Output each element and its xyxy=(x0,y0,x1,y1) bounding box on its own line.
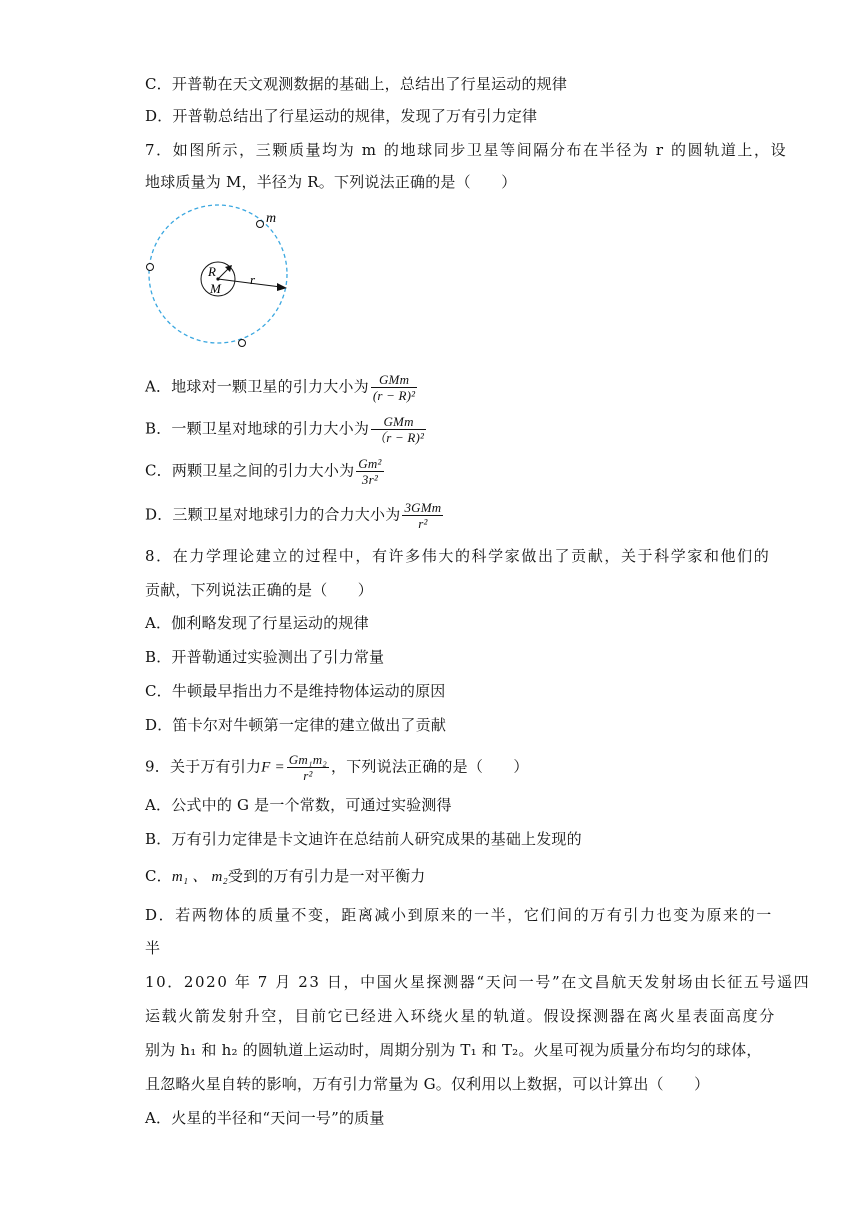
option-7d: D．三颗卫星对地球引力的合力大小为 $\frac{\text{3GMm}}{\text{r²}}$ xyxy=(145,500,442,531)
option-6d: D．开普勒总结出了行星运动的规律，发现了万有引力定律 xyxy=(145,107,538,125)
question-8-stem-2: 贡献，下列说法正确的是（ ） xyxy=(145,581,374,599)
question-7-stem-1: 7．如图所示，三颗质量均为 m 的地球同步卫星等间隔分布在半径为 r 的圆轨道上，设 xyxy=(145,141,788,159)
formula-7b: $\frac{\text{GMm}}{\text{（r − R)²}}$ xyxy=(373,414,425,445)
question-10-stem-3: 别为 h₁ 和 h₂ 的圆轨道上运动时，周期分别为 T₁ 和 T₂。火星可视为质量分布均匀的球体， xyxy=(145,1041,762,1059)
option-6c: C．开普勒在天文观测数据的基础上，总结出了行星运动的规律 xyxy=(145,75,568,93)
option-9d-1: D．若两物体的质量不变，距离减小到原来的一半，它们间的万有引力也变为原来的一 xyxy=(145,906,773,924)
option-10a: A．火星的半径和“天问一号”的质量 xyxy=(145,1109,385,1127)
question-10-stem-4: 且忽略火星自转的影响，万有引力常量为 G。仅利用以上数据，可以计算出（ ） xyxy=(145,1075,710,1093)
formula-7d: $\frac{\text{3GMm}}{\text{r²}}$ xyxy=(404,500,442,531)
option-8c: C．牛顿最早指出力不是维持物体运动的原因 xyxy=(145,682,446,700)
option-8b: B．开普勒通过实验测出了引力常量 xyxy=(145,648,385,666)
label-r: r xyxy=(250,272,256,287)
option-9b: B．万有引力定律是卡文迪许在总结前人研究成果的基础上发现的 xyxy=(145,830,582,848)
question-7-stem-2: 地球质量为 M，半径为 R。下列说法正确的是（ ） xyxy=(145,173,517,191)
option-7a: A．地球对一颗卫星的引力大小为 $\frac{\text{GMm}}{\text{(r − R)²}}$ xyxy=(145,372,416,403)
question-10-stem-2: 运载火箭发射升空，目前它已经进入环绕火星的轨道。假设探测器在离火星表面高度分 xyxy=(145,1007,776,1025)
satellite-bottom xyxy=(239,340,246,347)
formula-7a: $\frac{\text{GMm}}{\text{(r − R)²}}$ xyxy=(372,372,416,403)
label-m: m xyxy=(266,211,277,226)
option-9c: C．m₁ 、 m₂受到的万有引力是一对平衡力 xyxy=(145,867,426,885)
question-10-stem-1: 10．2020 年 7 月 23 日，中国火星探测器“天问一号”在文昌航天发射场由长征五号遥四 xyxy=(145,973,811,991)
formula-7c: $\frac{\text{Gm²}}{\text{3r²}}$ xyxy=(358,456,382,487)
option-9d-2: 半 xyxy=(145,939,161,957)
satellite-left xyxy=(147,264,154,271)
option-7c: C．两颗卫星之间的引力大小为 $\frac{\text{Gm²}}{\text{3r²}}$ xyxy=(145,456,382,487)
label-R: R xyxy=(208,264,216,279)
option-8d: D．笛卡尔对牛顿第一定律的建立做出了贡献 xyxy=(145,716,447,734)
formula-gravitation: $\frac{\text{Gm₁m₂}}{\text{r²}}$ xyxy=(288,752,328,783)
orbit-diagram xyxy=(140,200,300,360)
label-M: M xyxy=(210,281,221,296)
option-9a: A．公式中的 G 是一个常数，可通过实验测得 xyxy=(145,796,452,814)
question-9-stem: 9．关于万有引力F = $\frac{\text{Gm₁m₂}}{\text{r²}}$ ，下列说法正确的是（ ） xyxy=(145,752,529,783)
satellite-top xyxy=(257,221,264,228)
question-8-stem-1: 8．在力学理论建立的过程中，有许多伟大的科学家做出了贡献，关于科学家和他们的 xyxy=(145,547,771,565)
option-7b: B．一颗卫星对地球的引力大小为 $\frac{\text{GMm}}{\text{（r − R)²}}$ xyxy=(145,414,425,445)
option-8a: A．伽利略发现了行星运动的规律 xyxy=(145,614,369,632)
